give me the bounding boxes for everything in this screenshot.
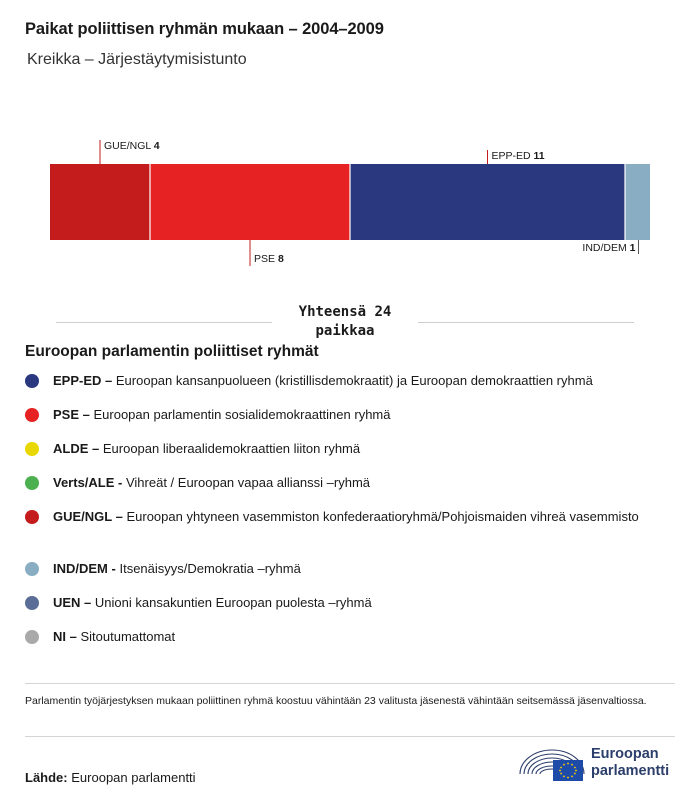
legend-item-pse: [25, 406, 665, 424]
footnote: Parlamentin työjärjestyksen mukaan poliittinen ryhmä koostuu vähintään 23 valitusta jäsenestä vähintään seitsemässä jäsenvaltiossa.: [25, 695, 647, 707]
legend-item-alde: [25, 440, 665, 458]
segment-label-epp-ed: EPP-ED 11: [491, 150, 545, 162]
legend-desc: Sitoutumattomat: [80, 629, 176, 644]
legend-abbr: GUE/NGL –: [53, 509, 123, 524]
legend-item-verts-ale: [25, 474, 665, 492]
legend-dot: [25, 630, 39, 644]
legend-abbr: Verts/ALE -: [53, 475, 123, 490]
legend-dot: [25, 510, 39, 524]
legend-item-ni: [25, 628, 665, 646]
legend-desc: Euroopan parlamentin sosialidemokraattinen ryhmä: [93, 407, 391, 422]
legend-desc: Unioni kansakuntien Euroopan puolesta –ryhmä: [94, 595, 372, 610]
total-seats: [56, 300, 634, 346]
legend-abbr: EPP-ED –: [53, 373, 113, 388]
segment-label-ind-dem: IND/DEM 1: [582, 242, 636, 254]
legend-abbr: PSE –: [53, 407, 90, 422]
source-label: Lähde:: [25, 770, 68, 785]
legend-abbr: ALDE –: [53, 441, 100, 456]
logo-line1: Euroopan: [591, 746, 659, 762]
stacked-bar-chart: [0, 0, 700, 300]
legend-desc: Euroopan yhtyneen vasemmiston konfederaatioryhmä/Pohjoismaiden vihreä vasemmisto: [126, 509, 639, 524]
bar-segment-pse: [150, 164, 350, 240]
logo-text: [591, 746, 669, 780]
legend-dot: [25, 476, 39, 490]
divider-top: [25, 683, 675, 684]
legend-dot: [25, 596, 39, 610]
parliament-hemicycle-icon: [517, 744, 587, 786]
chart-subtitle: Kreikka – Järjestäytymisistunto: [27, 51, 247, 68]
legend-desc: Vihreät / Euroopan vapaa allianssi –ryhmä: [125, 475, 371, 490]
legend-desc: Euroopan liberaalidemokraattien liiton ryhmä: [102, 441, 361, 456]
legend-item-ind-dem: [25, 560, 665, 578]
legend-title: Euroopan parlamentin poliittiset ryhmät: [25, 343, 319, 360]
legend-desc: Itsenäisyys/Demokratia –ryhmä: [119, 561, 301, 576]
logo-line2: parlamentti: [591, 763, 670, 779]
legend-abbr: NI –: [53, 629, 77, 644]
legend-item-uen: [25, 594, 665, 612]
bar-segment-gue-ngl: [50, 164, 150, 240]
chart-title: Paikat poliittisen ryhmän mukaan – 2004–2009: [25, 20, 384, 38]
legend-dot: [25, 562, 39, 576]
legend-dot: [25, 374, 39, 388]
legend-item-gue-ngl: [25, 508, 665, 526]
total-label-line1: Yhteensä 24: [298, 304, 392, 320]
source-line: [25, 770, 196, 785]
legend-desc: Euroopan kansanpuolueen (kristillisdemokraatit) ja Euroopan demokraattien ryhmä: [115, 373, 593, 388]
segment-label-gue-ngl: GUE/NGL 4: [104, 140, 160, 152]
total-label: [56, 303, 634, 341]
bar-segment-ind-dem: [625, 164, 650, 240]
bar-segment-epp-ed: [350, 164, 625, 240]
legend-abbr: IND/DEM -: [53, 561, 116, 576]
legend-abbr: UEN –: [53, 595, 92, 610]
segment-label-pse: PSE 8: [254, 253, 284, 265]
divider-bottom: [25, 736, 675, 737]
source-value: Euroopan parlamentti: [71, 770, 196, 785]
legend-dot: [25, 408, 39, 422]
european-parliament-logo: [517, 742, 682, 792]
legend-item-epp-ed: [25, 372, 665, 390]
legend-dot: [25, 442, 39, 456]
total-label-line2: paikkaa: [315, 323, 375, 339]
